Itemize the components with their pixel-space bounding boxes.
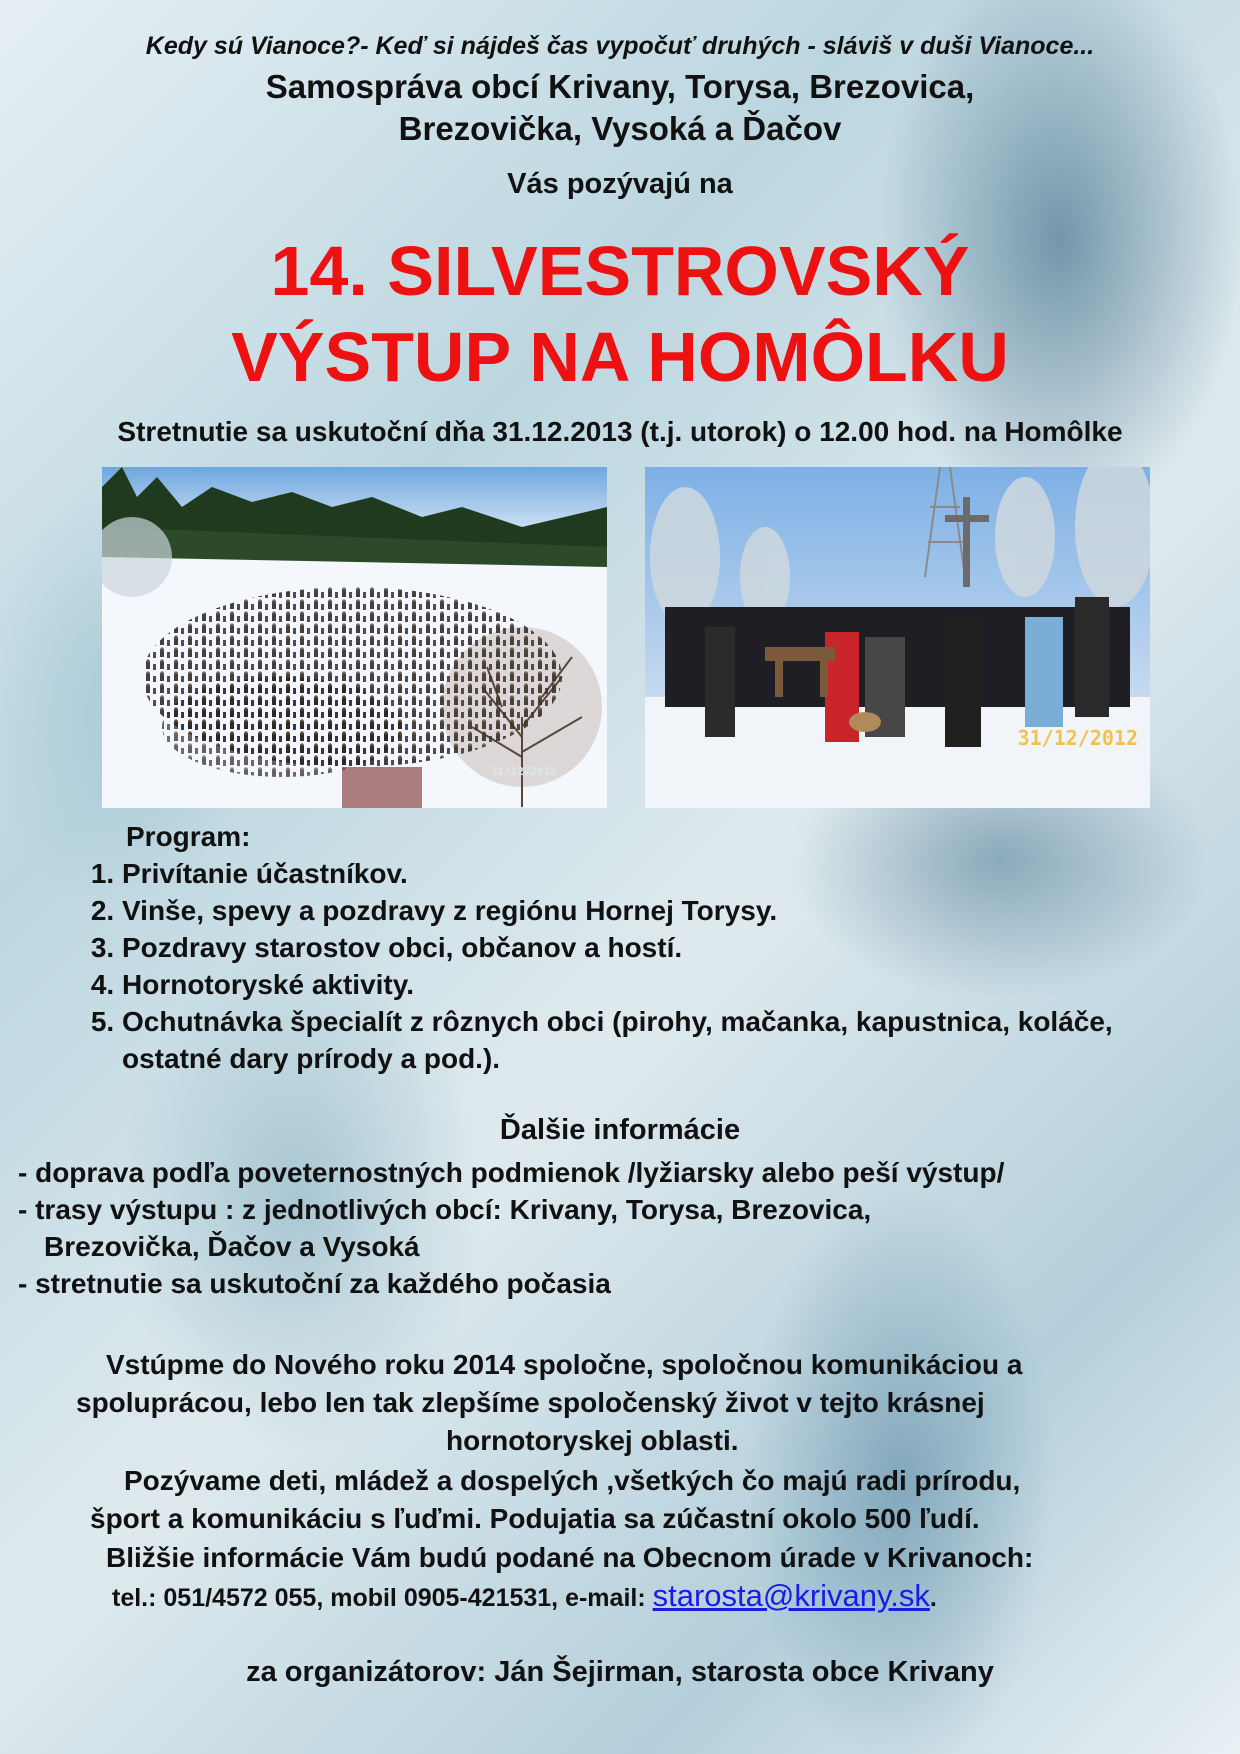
event-title-line-1: 14. SILVESTROVSKÝ — [270, 232, 970, 310]
event-title-line-2: VÝSTUP NA HOMÔLKU — [231, 318, 1009, 396]
organizers — [0, 66, 1240, 150]
info-list — [18, 1154, 1004, 1302]
program-item: 1. Privítanie účastníkov. — [122, 855, 1202, 892]
program-item: 4. Hornotoryské aktivity. — [122, 966, 1202, 1003]
meeting-info: Stretnutie sa uskutoční dňa 31.12.2013 (t.j. utorok) o 12.00 hod. na Homôlke — [117, 416, 1123, 447]
closing-paragraph-line: Bližšie informácie Vám budú podané na Obecnom úrade v Krivanoch: — [106, 1542, 1034, 1573]
info-line: - stretnutie sa uskutoční za každého počasia — [18, 1268, 611, 1299]
contact-trailing: . — [929, 1584, 937, 1612]
event-title — [0, 228, 1240, 400]
program-title: Program: — [126, 821, 251, 852]
photo-crowd-snow — [102, 467, 607, 808]
email-link[interactable]: starosta@krivany.sk — [652, 1578, 930, 1613]
closing-paragraph-line: hornotoryskej oblasti. — [446, 1425, 739, 1456]
organizers-line-1: Samospráva obcí Krivany, Torysa, Brezovica, — [265, 68, 975, 105]
info-title: Ďalšie informácie — [499, 1114, 741, 1146]
tagline: Kedy sú Vianoce?- Keď si nájdeš čas vypočuť druhých - sláviš v duši Vianoce... — [145, 32, 1095, 60]
photo-crowd-snow-stamp: 31/12/2012 — [490, 765, 557, 778]
closing-paragraph-line: spoluprácou, lebo len tak zlepšíme spoločenský život v tejto krásnej — [76, 1387, 985, 1418]
photo-crowd-snow-image — [102, 467, 607, 808]
program-item: 2. Vinše, spevy a pozdravy z regiónu Hornej Torysy. — [122, 892, 1202, 929]
photo-cross-gathering-stamp: 31/12/2012 — [1017, 726, 1138, 750]
closing-paragraph-line: Vstúpme do Nového roku 2014 spoločne, spoločnou komunikáciou a — [106, 1349, 1023, 1380]
photo-cross-gathering-image — [645, 467, 1150, 808]
organizers-line-2: Brezovička, Vysoká a Ďačov — [398, 110, 842, 147]
program-item: 3. Pozdravy starostov obci, občanov a hostí. — [122, 929, 1202, 966]
info-line: Brezovička, Ďačov a Vysoká — [44, 1231, 420, 1262]
info-line: - doprava podľa poveternostných podmienok /lyžiarsky alebo peší výstup/ — [18, 1157, 1005, 1188]
program-item: 5. Ochutnávka špecialít z rôznych obci (pirohy, mačanka, kapustnica, koláče, ostatné dary prírody a pod.). — [122, 1003, 1202, 1077]
program-list — [84, 855, 1202, 1077]
invite-text: Vás pozývajú na — [507, 168, 733, 200]
closing-paragraph-line: Pozývame deti, mládež a dospelých ,všetkých čo majú radi prírodu, — [124, 1465, 1021, 1496]
closing-paragraph-line: šport a komunikáciu s ľuďmi. Podujatia sa zúčastní okolo 500 ľudí. — [90, 1503, 980, 1534]
info-line: - trasy výstupu : z jednotlivých obcí: Krivany, Torysa, Brezovica, — [18, 1194, 872, 1225]
program-section — [84, 818, 1202, 1077]
signoff: za organizátorov: Ján Šejirman, starosta obce Krivany — [246, 1656, 994, 1688]
photo-cross-gathering — [645, 467, 1150, 808]
contact-text: tel.: 051/4572 055, mobil 0905-421531, e-mail: — [112, 1584, 653, 1612]
contact-info — [112, 1578, 937, 1614]
